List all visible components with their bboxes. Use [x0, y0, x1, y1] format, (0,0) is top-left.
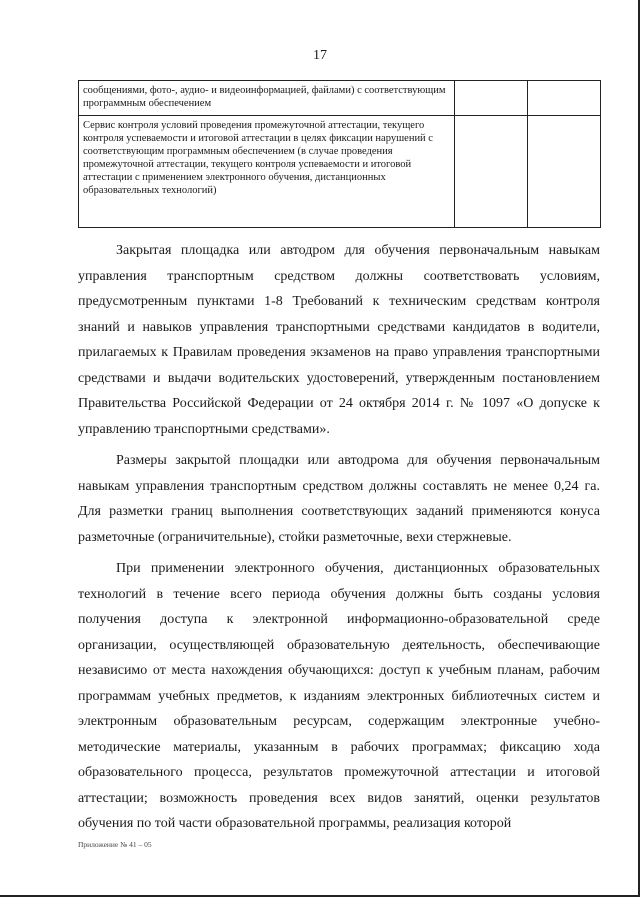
page-number: 17 [313, 48, 327, 63]
table-cell-description: Сервис контроля условий проведения промежуточной аттестации, текущего контроля успеваемости и итоговой аттестации в целях фиксации нарушений с соответствующим программным обеспечением (в случае проведения промежуточной аттестации, текущего контроля успеваемости и итоговой аттестации с применением электронного обучения, дистанционных образовательных технологий) [79, 116, 455, 228]
table-cell-empty [528, 116, 601, 228]
table-cell-description: сообщениями, фото-, аудио- и видеоинформацией, файлами) с соответствующим программным обеспечением [79, 81, 455, 116]
paragraph-autodrome-requirements: Закрытая площадка или автодром для обучения первоначальным навыкам управления транспортным средством должны соответствовать условиям, предусмотренным пунктами 1-8 Требований к техническим средствам контроля знаний и навыков управления транспортными средствами кандидатов в водители, прилагаемых к Правилам проведения экзаменов на право управления транспортными средствами и выдачи водительских удостоверений, утвержденным постановлением Правительства Российской Федерации от 24 октября 2014 г. № 1097 «О допуске к управлению транспортными средствами». [78, 243, 600, 437]
document-body [78, 238, 600, 843]
paragraph-autodrome-size: Размеры закрытой площадки или автодрома для обучения первоначальным навыкам управления транспортным средством должны составлять не менее 0,24 га. Для разметки границ выполнения соответствующих заданий применяются конуса разметочные (ограничительные), стойки разметочные, вехи стержневые. [78, 453, 600, 545]
table-cell-empty [455, 81, 528, 116]
table-cell-empty [455, 116, 528, 228]
footer-note: Приложение № 41 – 05 [78, 840, 152, 849]
paragraph-e-learning: При применении электронного обучения, дистанционных образовательных технологий в течение всего периода обучения должны быть созданы условия получения доступа к электронной информационно-образовательной среде организации, осуществляющей образовательную деятельность, обеспечивающие независимо от места нахождения обучающихся: доступ к учебным планам, рабочим программам учебных предметов, к изданиям электронных библиотечных систем и электронным образовательным ресурсам, содержащим электронные учебно-методические материалы, указанным в рабочих программах; фиксацию хода образовательного процесса, результатов промежуточной аттестации и итоговой аттестации; возможность проведения всех видов занятий, оценки результатов обучения по той части образовательной программы, реализация которой [78, 561, 600, 831]
table-cell-empty [528, 81, 601, 116]
table-row [79, 81, 601, 116]
table-row [79, 116, 601, 228]
requirements-table [78, 80, 601, 228]
